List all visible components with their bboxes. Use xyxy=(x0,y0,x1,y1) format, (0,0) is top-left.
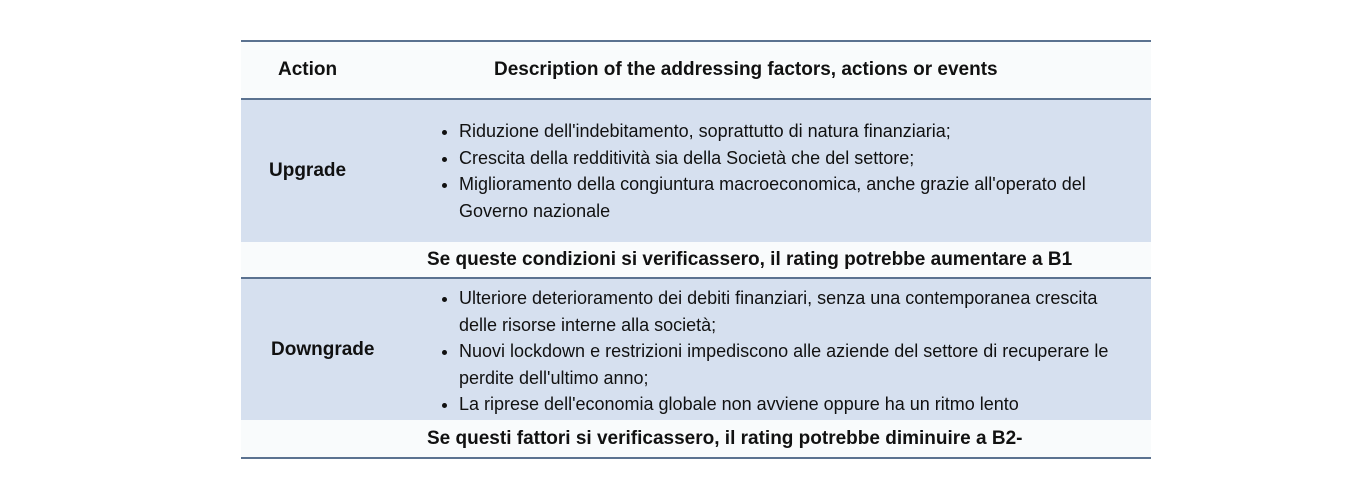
list-item: • Crescita della redditività sia della Società che del settore; xyxy=(459,145,1137,172)
upgrade-row xyxy=(241,100,1151,242)
list-item: • La riprese dell'economia globale non avviene oppure ha un ritmo lento xyxy=(459,391,1137,418)
list-item: • Ulteriore deterioramento dei debiti finanziari, senza una contemporanea crescita delle risorse interne alla società; xyxy=(459,285,1137,338)
downgrade-note: Se questi fattori si verificassero, il rating potrebbe diminuire a B2- xyxy=(427,428,1023,449)
list-item: • Riduzione dell'indebitamento, soprattutto di natura finanziaria; xyxy=(459,118,1137,145)
upgrade-note: Se queste condizioni si verificassero, il rating potrebbe aumentare a B1 xyxy=(427,249,1073,270)
rating-drivers-table xyxy=(241,40,1151,459)
downgrade-factors-list xyxy=(441,285,1137,418)
upgrade-label: Upgrade xyxy=(269,160,347,181)
list-item: • Nuovi lockdown e restrizioni impediscono alle aziende del settore di recuperare le perdite dell'ultimo anno; xyxy=(459,338,1137,391)
downgrade-row xyxy=(241,279,1151,420)
header-description: Description of the addressing factors, actions or events xyxy=(494,59,998,80)
downgrade-label: Downgrade xyxy=(271,338,375,360)
upgrade-note-row xyxy=(241,242,1151,277)
upgrade-factors-list xyxy=(441,118,1137,224)
downgrade-note-row xyxy=(241,420,1151,457)
table-header xyxy=(241,42,1151,98)
bottom-rule xyxy=(241,457,1151,459)
header-action: Action xyxy=(278,59,338,80)
list-item: • Miglioramento della congiuntura macroeconomica, anche grazie all'operato del Governo nazionale xyxy=(459,171,1137,224)
